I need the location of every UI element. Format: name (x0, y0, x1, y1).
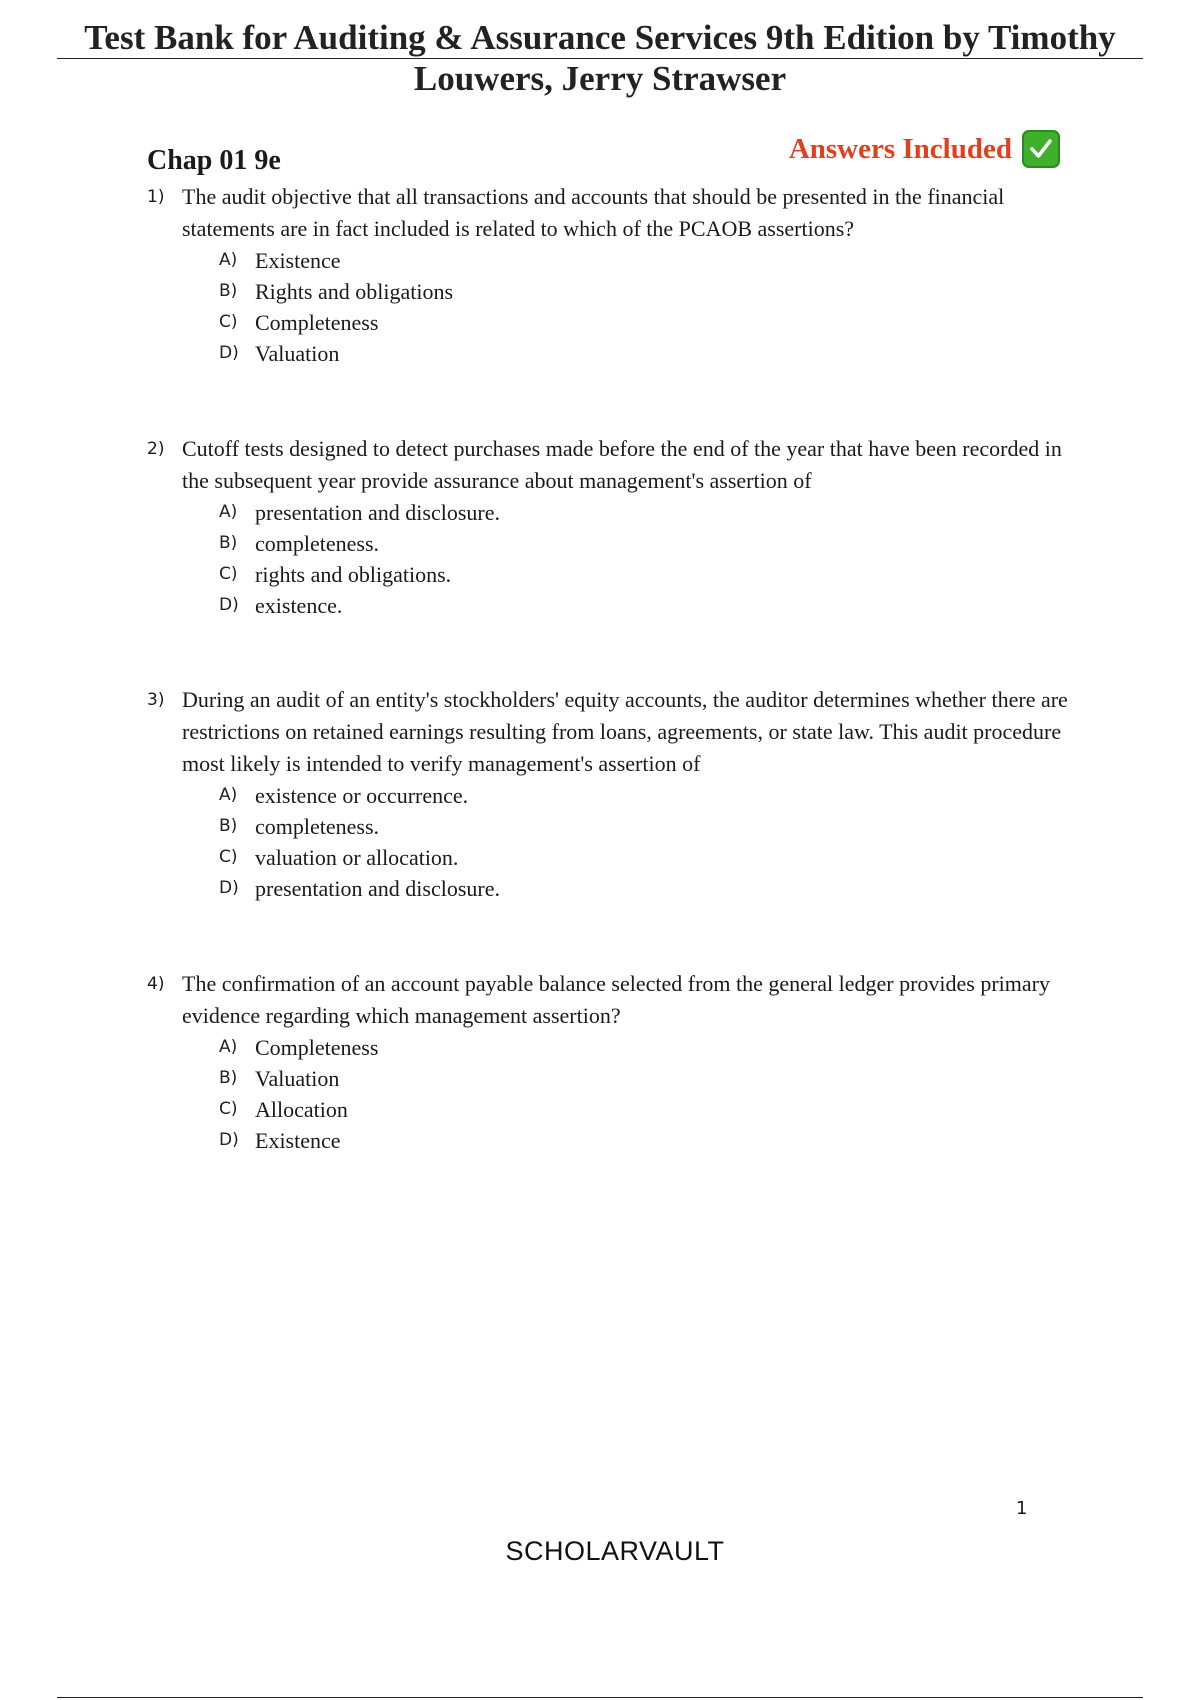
option-text: existence. (255, 593, 343, 618)
option-a (219, 497, 1087, 528)
question-4 (147, 968, 1087, 1156)
option-a (219, 245, 1087, 276)
option-b (219, 1063, 1087, 1094)
option-c (219, 1094, 1087, 1125)
option-letter: D) (219, 878, 239, 898)
option-text: completeness. (255, 531, 380, 556)
option-text: Completeness (255, 310, 379, 335)
answer-options (219, 780, 1087, 904)
option-letter: D) (219, 1130, 239, 1150)
option-letter: D) (219, 595, 239, 615)
question-1 (147, 181, 1087, 369)
option-letter: B) (219, 281, 238, 301)
option-d (219, 873, 1087, 904)
question-text: The audit objective that all transactions and accounts that should be presented in the financial statements are in fact included is related to which of the PCAOB assertions? (182, 184, 1005, 241)
option-letter: C) (219, 1099, 238, 1119)
option-d (219, 1125, 1087, 1156)
checkmark-icon (1022, 130, 1060, 168)
bottom-divider (57, 1697, 1143, 1698)
option-letter: A) (219, 250, 238, 270)
option-b (219, 811, 1087, 842)
option-letter: B) (219, 533, 238, 553)
option-text: presentation and disclosure. (255, 500, 500, 525)
option-letter: C) (219, 564, 238, 584)
answer-options (219, 1032, 1087, 1156)
option-text: Allocation (255, 1097, 348, 1122)
question-number: 1) (147, 187, 165, 207)
question-text: During an audit of an entity's stockholders' equity accounts, the auditor determines whether there are restrictions on retained earnings resulting from loans, agreements, or state law. This audit procedure most likely is intended to verify management's assertion of (182, 687, 1068, 776)
question-text: Cutoff tests designed to detect purchases made before the end of the year that have been recorded in the subsequent year provide assurance about management's assertion of (182, 436, 1062, 493)
answer-options (219, 245, 1087, 369)
option-text: Completeness (255, 1035, 379, 1060)
option-letter: B) (219, 1068, 238, 1088)
option-text: Rights and obligations (255, 279, 453, 304)
option-letter: A) (219, 502, 238, 522)
document-title (57, 18, 1143, 99)
option-letter: D) (219, 343, 239, 363)
option-c (219, 842, 1087, 873)
option-b (219, 528, 1087, 559)
option-letter: C) (219, 847, 238, 867)
option-letter: C) (219, 312, 238, 332)
option-a (219, 1032, 1087, 1063)
chapter-heading: Chap 01 9e (147, 145, 281, 176)
option-text: valuation or allocation. (255, 845, 459, 870)
answers-included-badge (789, 130, 1060, 168)
question-2 (147, 433, 1087, 621)
title-line-1: Test Bank for Auditing & Assurance Services 9th Edition by Timothy (57, 18, 1143, 59)
answers-included-label: Answers Included (788, 132, 1012, 165)
option-text: Valuation (255, 341, 340, 366)
question-text: The confirmation of an account payable balance selected from the general ledger provides primary evidence regarding which management assertion? (182, 971, 1051, 1028)
brand-footer: SCHOLARVAULT (505, 1536, 725, 1566)
page-number: 1 (1016, 1498, 1028, 1519)
option-c (219, 559, 1087, 590)
option-a (219, 780, 1087, 811)
option-text: completeness. (255, 814, 380, 839)
option-letter: A) (219, 1037, 238, 1057)
option-b (219, 276, 1087, 307)
question-number: 4) (147, 974, 165, 994)
option-text: presentation and disclosure. (255, 876, 500, 901)
question-number: 3) (147, 690, 165, 710)
option-c (219, 307, 1087, 338)
option-letter: A) (219, 785, 238, 805)
title-line-2: Louwers, Jerry Strawser (413, 59, 787, 98)
answer-options (219, 497, 1087, 621)
option-d (219, 590, 1087, 621)
question-3 (147, 684, 1087, 904)
option-d (219, 338, 1087, 369)
option-text: Existence (255, 248, 341, 273)
option-text: existence or occurrence. (255, 783, 469, 808)
question-number: 2) (147, 439, 165, 459)
option-text: Valuation (255, 1066, 340, 1091)
option-text: rights and obligations. (255, 562, 452, 587)
option-letter: B) (219, 816, 238, 836)
option-text: Existence (255, 1128, 341, 1153)
